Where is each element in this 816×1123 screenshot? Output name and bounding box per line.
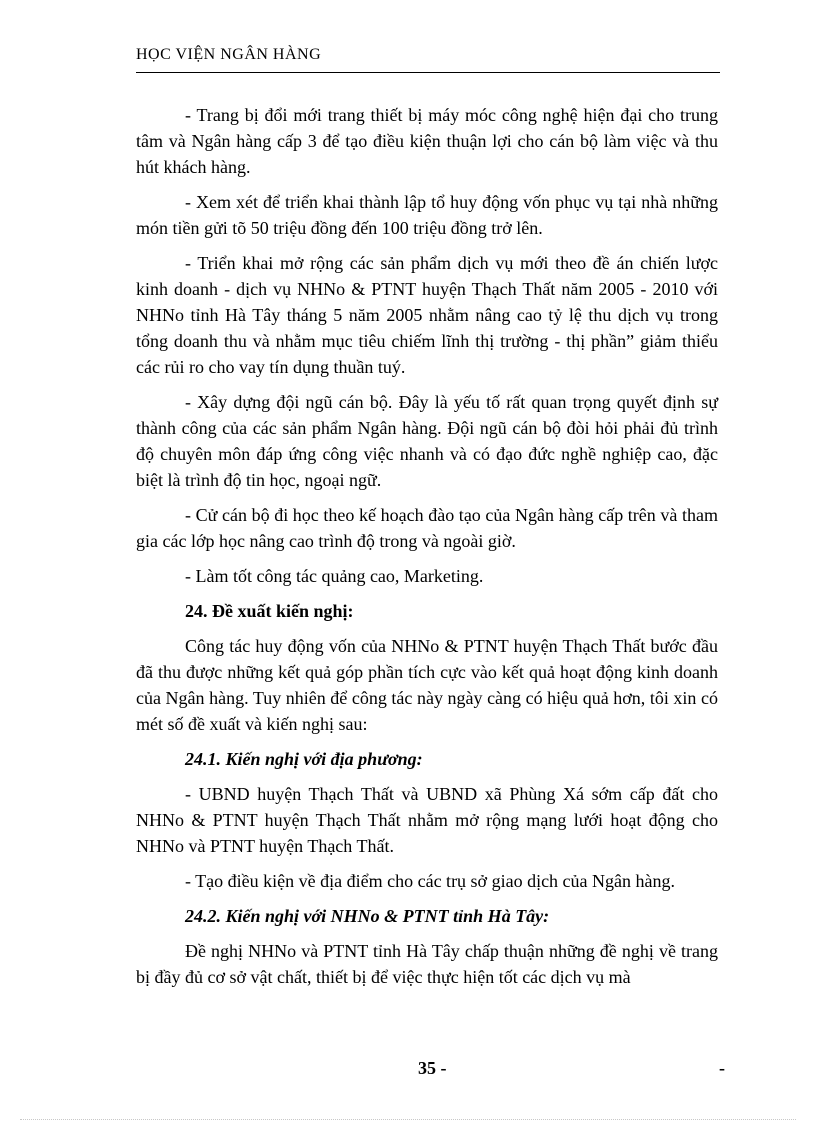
paragraph-new-services: - Triển khai mở rộng các sản phẩm dịch vụ mới theo đề án chiến lược kinh doanh - dịch vụ NHNo & PTNT huyện Thạch Thất năm 2005 - 2010 với NHNo tỉnh Hà Tây tháng 5 năm 2005 nhằm nâng cao tỷ lệ thu dịch vụ trong tổng doanh thu và nhằm mục tiêu chiếm lĩnh thị trường - thị phần” giảm thiểu các rủi ro cho vay tín dụng thuần tuý. [136,253,718,377]
header-title: HỌC VIỆN NGÂN HÀNG [136,46,322,63]
paragraph-equipment: - Trang bị đổi mới trang thiết bị máy móc công nghệ hiện đại cho trung tâm và Ngân hàng cấp 3 để tạo điều kiện thuận lợi cho cán bộ làm việc và thu hút khách hàng. [136,105,718,177]
page-bottom-divider [20,1119,796,1120]
page-number: 35 - [418,1058,447,1078]
document-body [136,102,718,999]
subsection-heading-province-bank: 24.2. Kiến nghị với NHNo & PTNT tỉnh Hà Tây: [185,906,550,926]
paragraph-staff-building: - Xây dựng đội ngũ cán bộ. Đây là yếu tố rất quan trọng quyết định sự thành công của các sản phẩm Ngân hàng. Đội ngũ cán bộ đòi hỏi phải đủ trình độ chuyên môn đáp ứng công việc nhanh và có đạo đức nghề nghiệp cao, đặc biệt là trình độ tin học, ngoại ngữ. [136,392,718,490]
subsection-heading-local: 24.1. Kiến nghị với địa phương: [185,749,423,769]
paragraph-land-allocation: - UBND huyện Thạch Thất và UBND xã Phùng Xá sớm cấp đất cho NHNo & PTNT huyện Thạch Thất nhằm mở rộng mạng lưới hoạt động cho NHNo và PTNT huyện Thạch Thất. [136,784,718,856]
paragraph-home-deposit-team: - Xem xét để triển khai thành lập tổ huy động vốn phục vụ tại nhà những món tiền gửi tõ 50 triệu đồng đến 100 triệu đồng trở lên. [136,192,718,238]
paragraph-office-locations: - Tạo điều kiện về địa điểm cho các trụ sở giao dịch của Ngân hàng. [185,871,676,891]
paragraph-province-request: Đề nghị NHNo và PTNT tỉnh Hà Tây chấp thuận những đề nghị về trang bị đầy đủ cơ sở vật chất, thiết bị để việc thực hiện tốt các dịch vụ mà [136,941,718,987]
page-header [136,44,720,73]
section-intro: Công tác huy động vốn của NHNo & PTNT huyện Thạch Thất bước đầu đã thu được những kết quả góp phần tích cực vào kết quả hoạt động kinh doanh của Ngân hàng. Tuy nhiên để công tác này ngày càng có hiệu quả hơn, tôi xin có mét số đề xuất và kiến nghị sau: [136,636,718,734]
paragraph-staff-training: - Cử cán bộ đi học theo kế hoạch đào tạo của Ngân hàng cấp trên và tham gia các lớp học nâng cao trình độ trong và ngoài giờ. [136,505,718,551]
section-heading: 24. Đề xuất kiến nghị: [185,601,354,621]
paragraph-marketing: - Làm tốt công tác quảng cao, Marketing. [185,566,484,586]
footer-trailing-mark: - [719,1058,725,1078]
